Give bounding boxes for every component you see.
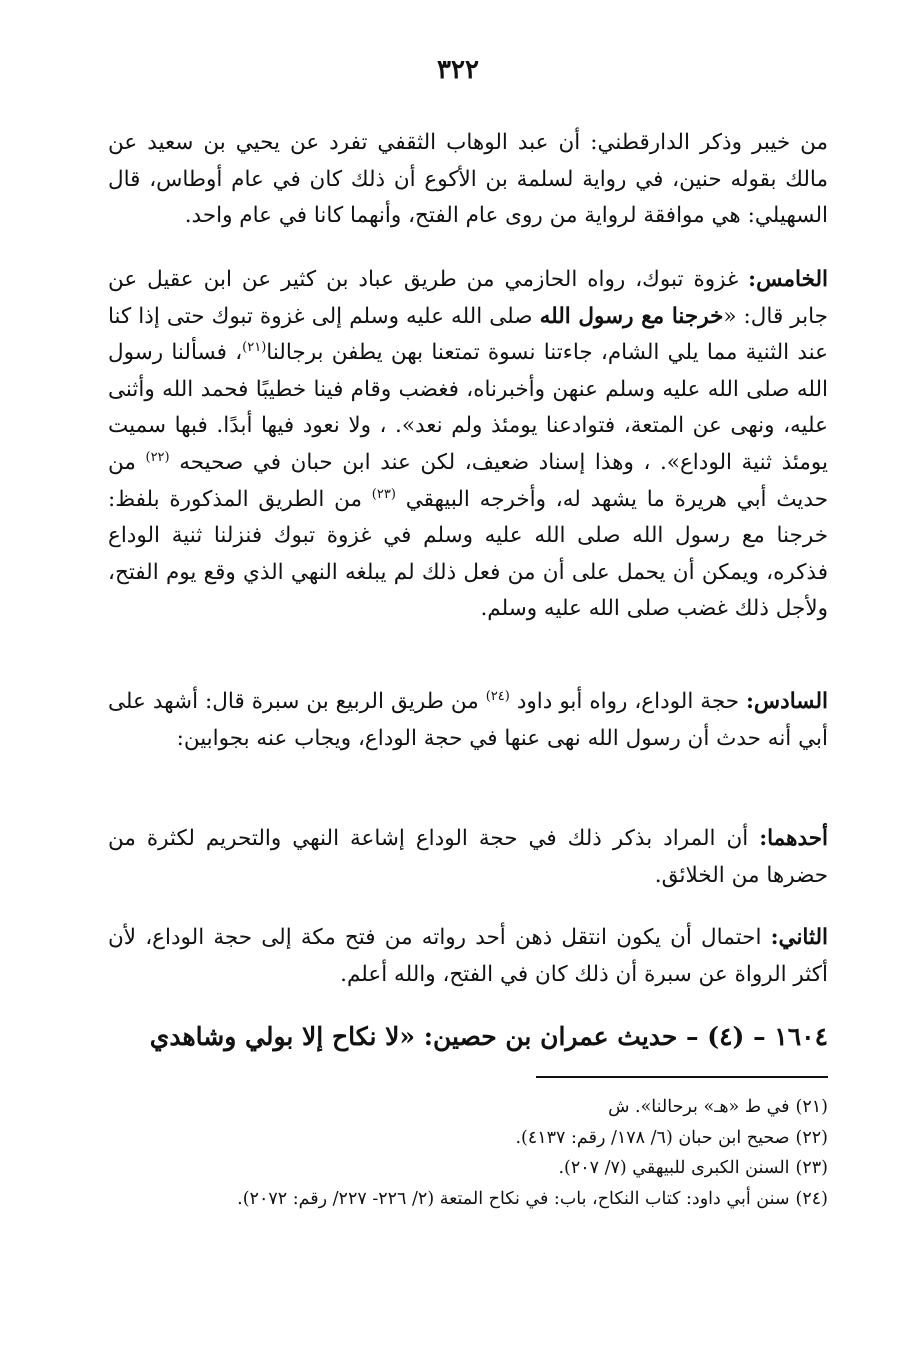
paragraph-text: صلى الله عليه وسلم إلى غزوة تبوك حتى إذا كنا عند الثنية مما يلي الشام، جاءتنا نسوة تمتعنا بهن يطفن برجالنا [108, 303, 828, 366]
footnote-number: (٢١) [795, 1097, 828, 1117]
footnote-text: السنن الكبرى للبيهقي (٧/ ٢٠٧). [558, 1158, 790, 1179]
footnote-ref: (٢١) [242, 340, 267, 356]
quote-bold-text: خرجنا مع رسول الله [539, 303, 724, 329]
footnote-21 [108, 1092, 828, 1123]
section-lead: أحدهما: [759, 826, 828, 851]
footnote-text: صحيح ابن حبان (٦/ ١٧٨/ رقم: ٤١٣٧). [515, 1127, 790, 1148]
footnote-ref: (٢٢) [145, 449, 170, 465]
paragraph-text: ، فسألنا رسول الله صلى الله عليه وسلم عنهن وأخبرناه، فغضب وقام فينا خطيبًا فحمد الله وأثنى عليه، ونهى عن المتعة، فتوادعنا يومئذ ولم نعد». ، ولا نعود فيها أبدًا. فبها سميت يومئذ ثنية الوداع». ، وهذا إسناد ضعيف، لكن عند ابن حبان في صحيحه [108, 340, 829, 475]
footnote-number: (٢٢) [795, 1127, 828, 1148]
footnote-24 [108, 1184, 828, 1215]
footnote-ref: (٢٣) [371, 486, 396, 502]
paragraph-text: من طريق الربيع بن سبرة قال: أشهد على أبي أنه حدث أن رسول الله نهى عنها في حجة الوداع، ويجاب عنه بجوابين: [108, 689, 828, 751]
hadith-heading: ١٦٠٤ – (٤) – حديث عمران بن حصين: «لا نكاح إلا بولي وشاهدي [149, 1022, 828, 1051]
paragraph-ahaduhuma [108, 821, 828, 894]
section-lead: الخامس: [748, 267, 828, 292]
paragraph-text: حجة الوداع، رواه أبو داود [516, 689, 746, 714]
paragraph-text: من الطريق المذكورة بلفظ: خرجنا مع رسول الله صلى الله عليه وسلم في غزوة تبوك فنزلنا ثنية الوداع فذكره، ويمكن أن يحمل على أن من فعل ذلك لم يبلغه النهي الذي وقع يوم الفتح، ولأجل ذلك غضب صلى الله عليه وسلم. [108, 486, 828, 622]
footnote-number: (٢٤) [795, 1188, 828, 1209]
paragraph-text: أن المراد بذكر ذلك في حجة الوداع إشاعة النهي والتحريم لكثرة من حضرها من الخلائق. [108, 826, 828, 888]
footnote-text: سنن أبي داود: كتاب النكاح، باب: في نكاح المتعة (٢/ ٢٢٦- ٢٢٧/ رقم: ٢٠٧٢). [237, 1188, 790, 1209]
footnote-ref: (٢٤) [485, 689, 510, 704]
paragraph-text: احتمال أن يكون انتقل ذهن أحد رواته من فتح مكة إلى حجة الوداع، لأن أكثر الرواة عن سبرة أن ذلك كان في الفتح، والله أعلم. [108, 925, 828, 987]
section-lead: الثاني: [770, 925, 828, 950]
footnote-text: في ط «هـ» برحالنا». ش [608, 1097, 790, 1117]
footnote-divider [536, 1076, 828, 1078]
paragraph-text: من حديث أبي هريرة ما يشهد له، وأخرجه البيهقي [108, 449, 828, 512]
section-lead: السادس: [745, 689, 828, 714]
paragraph-sadis [108, 684, 828, 757]
footnote-23 [108, 1153, 828, 1184]
paragraph-1: من خيبر وذكر الدارقطني: أن عبد الوهاب الثقفي تفرد عن يحيي بن سعيد عن مالك بقوله حنين، في رواية لسلمة بن الأكوع أن ذلك كان في عام أوطاس، قال السهيلي: هي موافقة لرواية من روى عام الفتح، وأنهما كانا في عام واحد. [108, 130, 828, 229]
paragraph-khamis [108, 262, 828, 628]
footnote-22 [108, 1123, 828, 1154]
footnote-number: (٢٣) [795, 1158, 828, 1179]
footnotes [108, 1092, 828, 1214]
page-number: ٣٢٢ [437, 55, 479, 85]
paragraph-thani [108, 920, 828, 993]
paragraph-text: غزوة تبوك، رواه الحازمي من طريق عباد بن كثير عن ابن عقيل عن جابر قال: « [108, 267, 828, 329]
